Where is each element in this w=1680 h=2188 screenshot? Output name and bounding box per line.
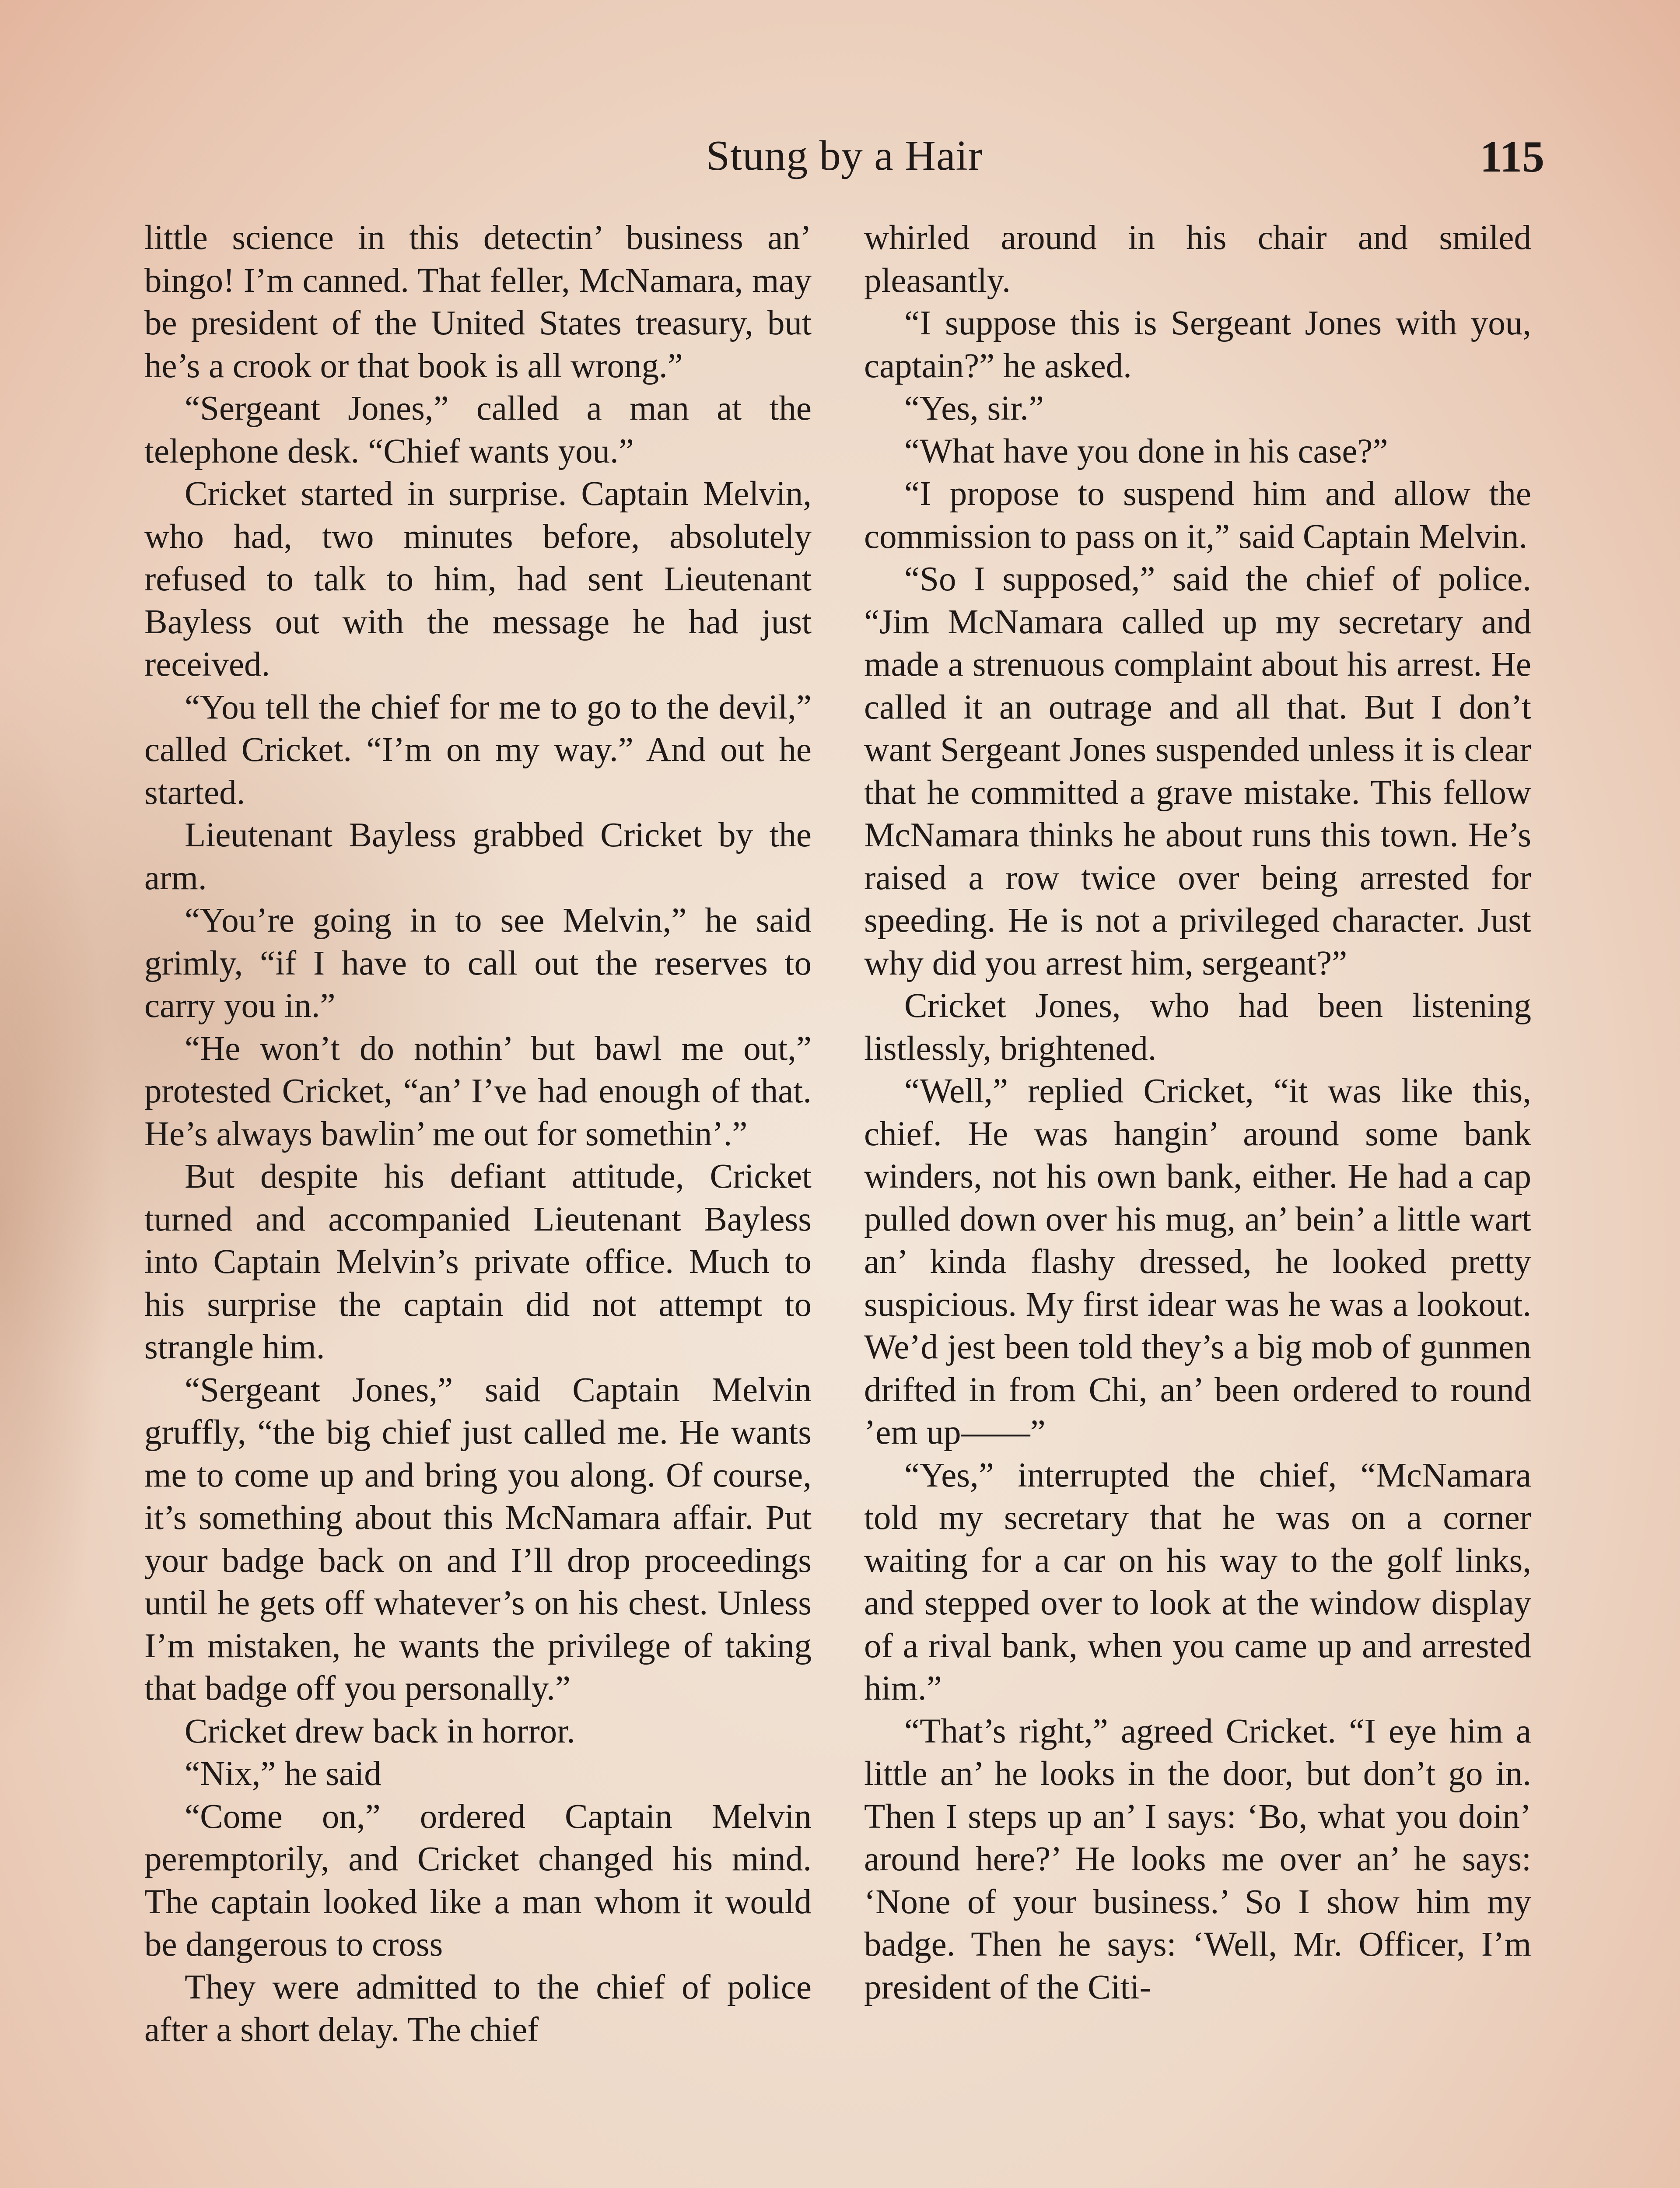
page-number: 115 — [1480, 132, 1544, 182]
paragraph: “Nix,” he said — [185, 1755, 382, 1793]
paragraph: “I suppose this is Sergeant Jones with you, captain?” he asked. — [864, 304, 1531, 385]
paragraph: Cricket started in surprise. Captain Melvin, who had, two minutes before, absolutely refused to talk to him, had sent Lieutenant Bayless out with the message he had just received. — [144, 475, 812, 684]
paragraph: They were admitted to the chief of police after a short delay. The chief — [144, 1968, 812, 2049]
paper-stain — [0, 700, 114, 1750]
paragraph: little science in this detectin’ business an’ bingo! I’m canned. That feller, McNamara, may be president of the United States treasury, but he’s a crook or that book is all wrong.” — [144, 219, 812, 385]
paragraph: “Yes,” interrupted the chief, “McNamara told my secretary that he was on a corner waiting for a car on his way to the golf links, and stepped over to look at the window display of a rival bank, when you came up and arrested him.” — [864, 1456, 1531, 1708]
running-title: Stung by a Hair — [706, 132, 983, 179]
right-column — [864, 217, 1531, 2009]
paragraph: Cricket drew back in horror. — [185, 1712, 575, 1750]
paragraph: “He won’t do nothin’ but bawl me out,” protested Cricket, “an’ I’ve had enough of that. He’s always bawlin’ me out for somethin’.” — [144, 1029, 812, 1153]
paragraph: “What have you done in his case?” — [904, 432, 1388, 470]
paragraph: “I propose to suspend him and allow the commission to pass on it,” said Captain Melvin. — [864, 475, 1531, 556]
paragraph: Lieutenant Bayless grabbed Cricket by the arm. — [144, 816, 812, 897]
paragraph: whirled around in his chair and smiled pleasantly. — [864, 219, 1531, 300]
paragraph: “That’s right,” agreed Cricket. “I eye him a little an’ he looks in the door, but don’t go in. Then I steps up an’ I says: ‘Bo, what you doin’ around here?’ He looks me over an’ he says: ‘None of your business.’ So I show him my badge. Then he says: ‘Well, Mr. Officer, I’m president of the Citi- — [864, 1712, 1531, 2006]
paragraph: “Well,” replied Cricket, “it was like this, chief. He was hangin’ around some bank winders, not his own bank, either. He had a cap pulled down over his mug, an’ bein’ a little wart an’ kinda flashy dressed, he looked pretty suspicious. My first idear was he was a lookout. We’d jest been told they’s a big mob of gunmen drifted in from Chi, an’ been ordered to round ’em up——” — [864, 1072, 1531, 1452]
paragraph: “You’re going in to see Melvin,” he said grimly, “if I have to call out the reserves to carry you in.” — [144, 901, 812, 1025]
left-column — [144, 217, 812, 2051]
paragraph: “Yes, sir.” — [904, 389, 1044, 428]
running-head — [144, 131, 1544, 193]
paragraph: “Come on,” ordered Captain Melvin peremptorily, and Cricket changed his mind. The captain looked like a man whom it would be dangerous to cross — [144, 1797, 812, 1964]
paragraph: “You tell the chief for me to go to the devil,” called Cricket. “I’m on my way.” And out he started. — [144, 688, 812, 812]
paragraph: “So I supposed,” said the chief of police. “Jim McNamara called up my secretary and made a strenuous complaint about his arrest. He called it an outrage and all that. But I don’t want Sergeant Jones suspended unless it is clear that he committed a grave mistake. This fellow McNamara thinks he about runs this town. He’s raised a row twice over being arrested for speeding. He is not a privileged character. Just why did you arrest him, sergeant?” — [864, 560, 1531, 982]
paragraph: “Sergeant Jones,” called a man at the telephone desk. “Chief wants you.” — [144, 389, 812, 470]
paragraph: Cricket Jones, who had been listening listlessly, brightened. — [864, 987, 1531, 1068]
paragraph: “Sergeant Jones,” said Captain Melvin gruffly, “the big chief just called me. He wants me to come up and bring you along. Of course, it’s something about this McNamara affair. Put your badge back on and I’ll drop proceedings until he gets off whatever’s on his chest. Unless I’m mistaken, he wants the privilege of taking that badge off you personally.” — [144, 1371, 812, 1708]
paragraph: But despite his defiant attitude, Cricket turned and accompanied Lieutenant Bayless into Captain Melvin’s private office. Much to his surprise the captain did not attempt to strangle him. — [144, 1157, 812, 1366]
